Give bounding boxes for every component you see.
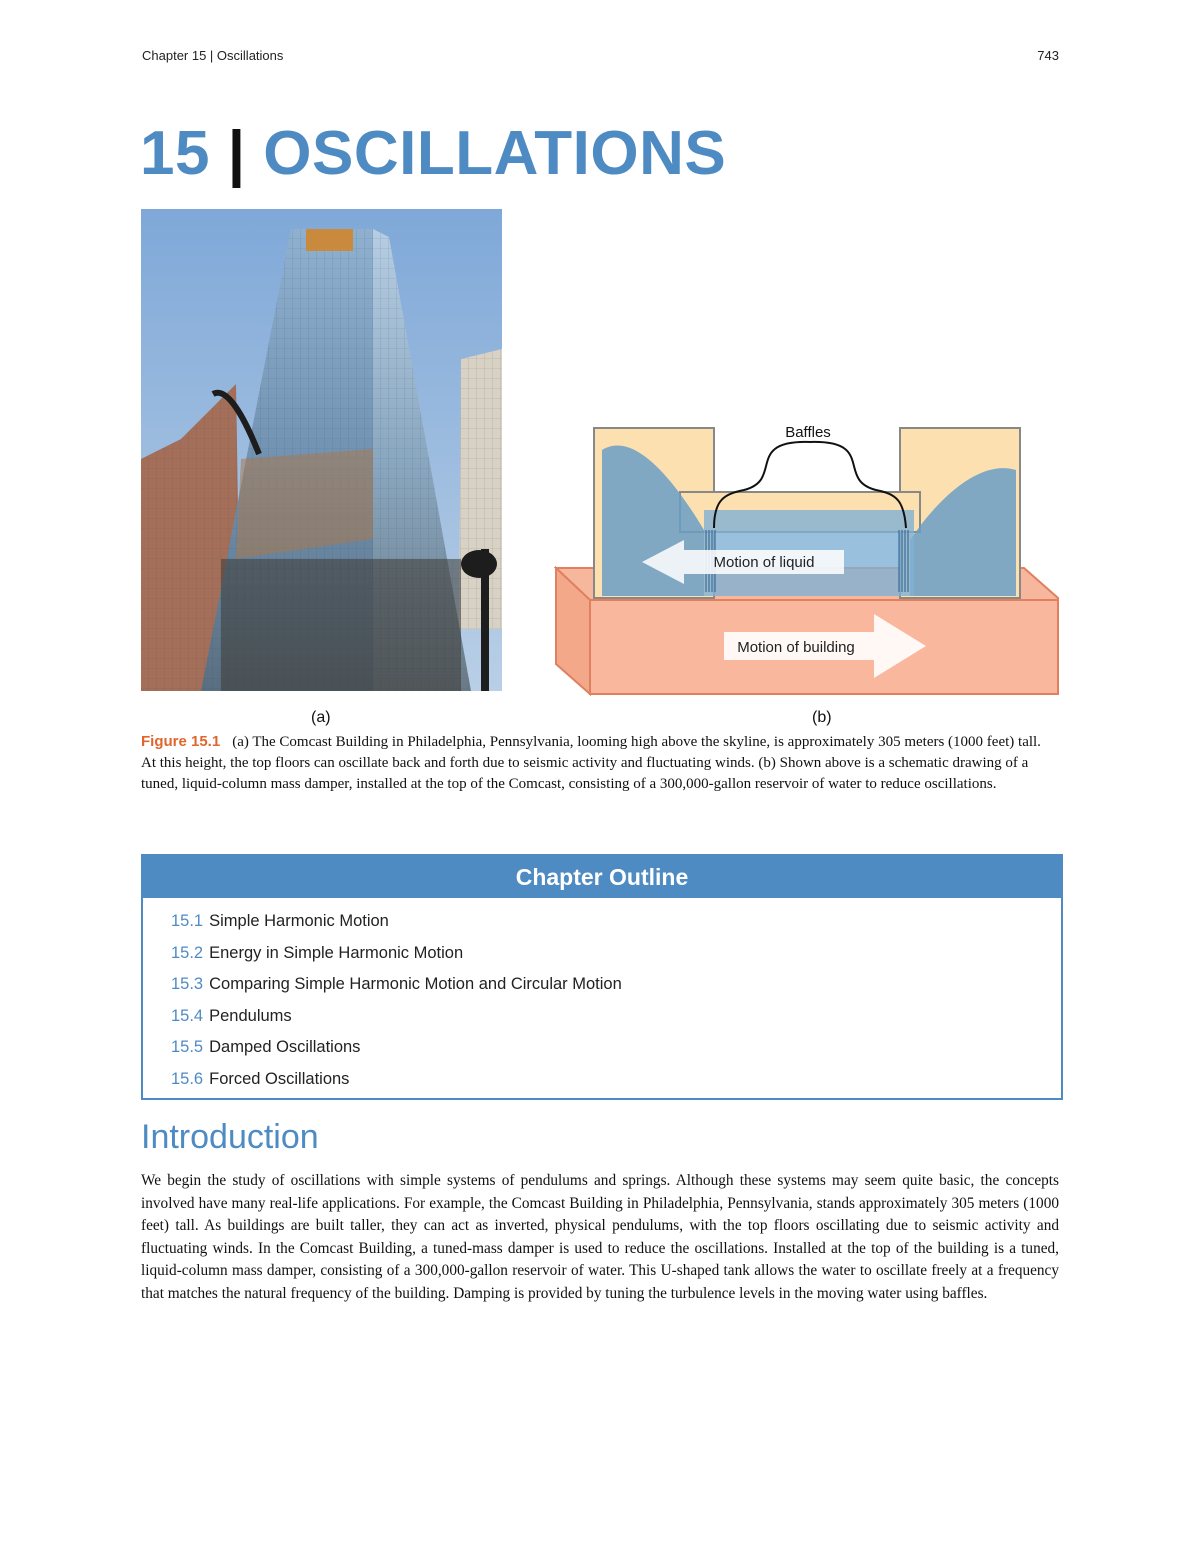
figure-caption <box>141 731 1051 795</box>
liquid-label: Motion of liquid <box>713 554 815 571</box>
outline-item-number[interactable]: 15.4 <box>171 1006 204 1025</box>
outline-item[interactable] <box>171 1032 1061 1064</box>
outline-item[interactable] <box>171 1001 1061 1033</box>
page-number: 743 <box>1037 48 1059 63</box>
baffles-label: Baffles <box>785 424 831 441</box>
figure-label-a: (a) <box>311 709 331 726</box>
chapter-number: 15 <box>140 119 210 188</box>
outline-heading: Chapter Outline <box>143 856 1061 898</box>
outline-item-number[interactable]: 15.5 <box>171 1038 204 1056</box>
outline-item-number[interactable]: 15.3 <box>171 975 204 993</box>
chapter-name: OSCILLATIONS <box>263 119 727 188</box>
outline-item-number[interactable]: 15.1 <box>171 912 204 930</box>
outline-item-number[interactable]: 15.2 <box>171 943 204 962</box>
chapter-outline <box>141 854 1063 1100</box>
outline-item[interactable] <box>171 938 1061 970</box>
outline-item[interactable] <box>171 906 1061 938</box>
figure-number: Figure 15.1 <box>141 733 221 750</box>
outline-item[interactable] <box>171 969 1061 1001</box>
intro-paragraph: We begin the study of oscillations with simple systems of pendulums and springs. Although these systems may seem quite basic, the concepts involved have many real-life applications. For example, the Comcast Building in Philadelphia, Pennsylvania, stands approximately 305 meters (1000 feet) tall. As buildings are built taller, they can act as inverted, physical pendulums, with the top floors oscillating due to seismic activity and fluctuating winds. In the Comcast Building, a tuned-mass damper is used to reduce the oscillations. Installed at the top of the building is a tuned, liquid-column mass damper, consisting of a 300,000-gallon reservoir of water. This U-shaped tank allows the water to oscillate freely at a frequency that matches the natural frequency of the building. Damping is provided by tuning the turbulence levels in the moving water using baffles. <box>141 1172 1059 1302</box>
outline-item-label: Comparing Simple Harmonic Motion and Circular Motion <box>209 975 622 993</box>
outline-item-label: Forced Oscillations <box>209 1069 350 1088</box>
damper-diagram <box>554 420 1060 696</box>
figure-label-b: (b) <box>812 709 832 726</box>
running-header: Chapter 15 | Oscillations <box>142 48 284 63</box>
title-separator: | <box>227 119 246 188</box>
building-photo <box>141 209 502 691</box>
outline-item-label: Energy in Simple Harmonic Motion <box>209 943 464 962</box>
caption-text: (a) The Comcast Building in Philadelphia, Pennsylvania, looming high above the skyline, is approximately 305 meters (1000 feet) tall. At this height, the top floors can oscillate back and forth due to seismic activity and fluctuating winds. (b) Shown above is a schematic drawing of a tuned, liquid-column mass damper, installed at the top of the Comcast, consisting of a 300,000-gallon reservoir of water to reduce oscillations. <box>141 734 1041 792</box>
outline-item-number[interactable]: 15.6 <box>171 1069 204 1088</box>
outline-item[interactable] <box>171 1064 1061 1096</box>
building-label: Motion of building <box>737 639 855 656</box>
section-heading: Introduction <box>141 1118 319 1156</box>
chapter-title <box>140 118 726 189</box>
outline-item-label: Damped Oscillations <box>209 1038 361 1056</box>
outline-list <box>143 898 1061 1095</box>
outline-item-label: Simple Harmonic Motion <box>209 912 389 930</box>
outline-item-label: Pendulums <box>209 1006 292 1025</box>
